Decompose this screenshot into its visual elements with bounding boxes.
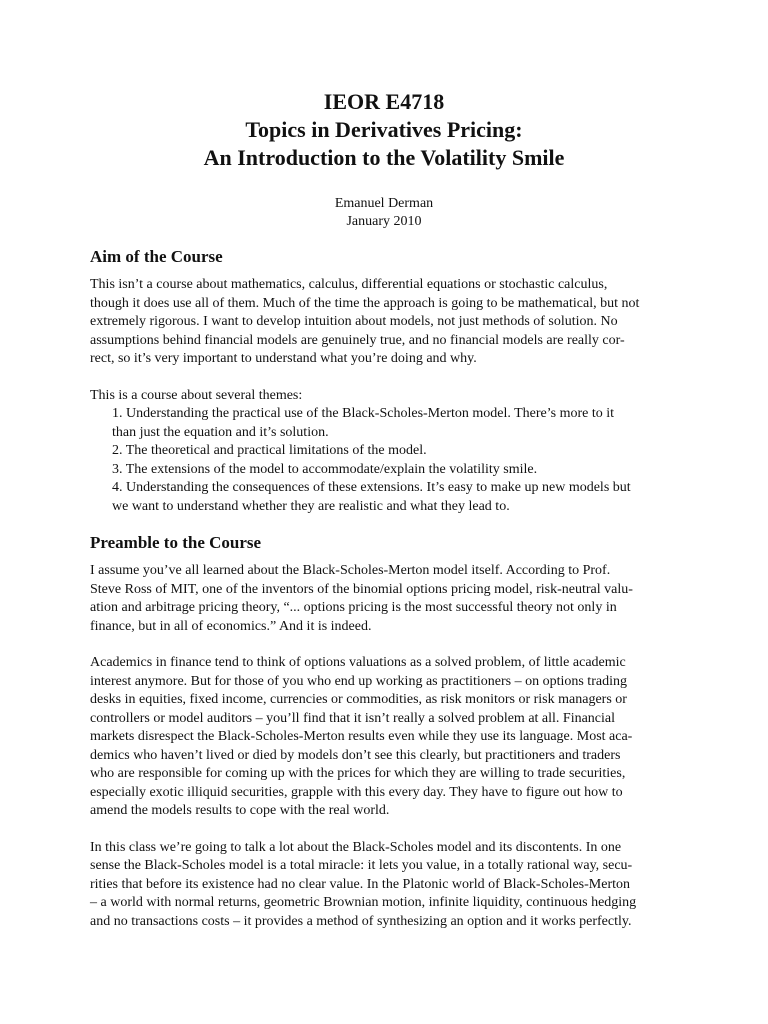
paragraph-aim-1 [90, 276, 680, 369]
section-heading-preamble: Preamble to the Course [90, 533, 262, 552]
list-item [90, 479, 680, 516]
text-line: In this class we’re going to talk a lot about the Black-Scholes model and its discontents. In one [90, 839, 622, 855]
text-line: finance, but in all of economics.” And it is indeed. [90, 618, 372, 634]
paragraph-preamble-2 [90, 654, 680, 821]
paragraph-preamble-1 [90, 562, 680, 636]
text-line: interest anymore. But for those of you who end up working as practitioners – on options trading [90, 673, 627, 689]
text-line: we want to understand whether they are realistic and what they lead to. [112, 498, 510, 514]
text-line: who are responsible for coming up with the prices for which they are willing to trade securities, [90, 766, 626, 781]
text-line: though it does use all of them. Much of the time the approach is going to be mathematical, but not [90, 295, 640, 311]
course-title: Topics in Derivatives Pricing: [245, 117, 523, 142]
author-name: Emanuel Derman [334, 196, 434, 211]
section-heading-aim: Aim of the Course [90, 247, 223, 266]
text-line: controllers or model auditors – you’ll find that it isn’t really a solved problem at all. Financial [90, 710, 616, 726]
text-line: Academics in finance tend to think of options valuations as a solved problem, of little academic [90, 655, 626, 670]
text-line: – a world with normal returns, geometric Brownian motion, infinite liquidity, continuous hedging [90, 895, 637, 910]
text-line: ation and arbitrage pricing theory, “... options pricing is the most successful theory not only in [90, 600, 617, 615]
text-line: amend the models results to cope with the real world. [90, 803, 390, 818]
text-line: and no transactions costs – it provides a method of synthesizing an option and it works perfectly. [90, 913, 632, 929]
text-line: extremely rigorous. I want to develop intuition about models, not just methods of solution. No [90, 314, 618, 329]
text-line: markets disrespect the Black-Scholes-Merton results even while they use its language. Most aca- [90, 729, 633, 744]
author-block [0, 195, 768, 231]
text-line: assumptions behind financial models are genuinely true, and no financial models are really cor- [90, 332, 625, 348]
title-block [0, 88, 768, 172]
list-item [90, 442, 680, 461]
list-item [90, 461, 680, 480]
document-body [90, 246, 680, 931]
text-line: than just the equation and it’s solution. [112, 424, 329, 440]
text-line: 1. Understanding the practical use of the Black-Scholes-Merton model. There’s more to it [112, 406, 615, 421]
paragraph-preamble-3 [90, 839, 680, 932]
text-line: desks in equities, fixed income, currencies or commodities, as risk monitors or risk managers or [90, 692, 627, 707]
text-line: especially exotic illiquid securities, grapple with this every day. They have to figure out how to [90, 784, 623, 800]
text-line: I assume you’ve all learned about the Black-Scholes-Merton model itself. According to Prof. [90, 563, 611, 578]
list-item [90, 405, 680, 442]
text-line: sense the Black-Scholes model is a total miracle: it lets you value, in a totally rational way, secu- [90, 858, 633, 873]
text-line: 4. Understanding the consequences of these extensions. It’s easy to make up new models but [112, 480, 631, 495]
text-line: 2. The theoretical and practical limitations of the model. [112, 443, 427, 458]
text-line: demics who haven’t lived or died by models don’t see this clearly, but practitioners and traders [90, 747, 621, 763]
text-line: 3. The extensions of the model to accommodate/explain the volatility smile. [112, 461, 538, 477]
paragraph-themes-intro [90, 387, 680, 406]
document-date: January 2010 [346, 214, 422, 229]
course-subtitle: An Introduction to the Volatility Smile [203, 145, 565, 170]
text-line: Steve Ross of MIT, one of the inventors of the binomial options pricing model, risk-neutral valu- [90, 581, 633, 597]
text-line: rities that before its existence had no clear value. In the Platonic world of Black-Scholes-Merton [90, 876, 630, 892]
course-code: IEOR E4718 [323, 89, 445, 114]
text-line: This isn’t a course about mathematics, calculus, differential equations or stochastic calculus, [90, 277, 608, 292]
text-line: This is a course about several themes: [90, 387, 303, 403]
text-line: rect, so it’s very important to understand what you’re doing and why. [90, 351, 477, 366]
